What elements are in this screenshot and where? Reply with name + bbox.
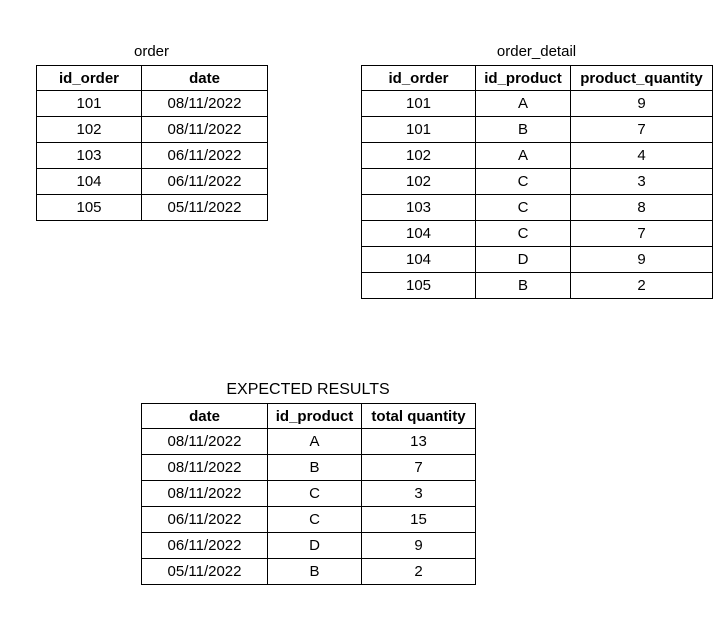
table-row: [362, 221, 713, 247]
table-cell: 7: [571, 221, 713, 247]
column-header: id_product: [268, 404, 362, 429]
column-header: id_product: [476, 66, 571, 91]
table-cell: 06/11/2022: [142, 507, 268, 533]
table-row: [142, 533, 476, 559]
table-row: [362, 273, 713, 299]
table-cell: C: [268, 481, 362, 507]
table-cell: 103: [37, 143, 142, 169]
table-row: [37, 91, 268, 117]
table-row: [142, 481, 476, 507]
table-cell: 101: [362, 91, 476, 117]
table-cell: 15: [362, 507, 476, 533]
table-cell: B: [476, 117, 571, 143]
table-row: [37, 195, 268, 221]
table-cell: B: [268, 559, 362, 585]
table-row: [362, 117, 713, 143]
table-row: [362, 169, 713, 195]
table-row: [37, 143, 268, 169]
table-cell: 102: [362, 143, 476, 169]
column-header: id_order: [362, 66, 476, 91]
order-table-caption: order: [133, 43, 170, 60]
table-cell: D: [268, 533, 362, 559]
column-header: product_quantity: [571, 66, 713, 91]
expected-results-header-row: [142, 404, 476, 429]
table-cell: 104: [362, 221, 476, 247]
table-cell: 9: [571, 91, 713, 117]
column-header: date: [142, 404, 268, 429]
table-cell: A: [476, 91, 571, 117]
table-cell: 4: [571, 143, 713, 169]
table-cell: 05/11/2022: [142, 559, 268, 585]
table-row: [142, 455, 476, 481]
table-row: [362, 247, 713, 273]
table-cell: 101: [37, 91, 142, 117]
table-cell: 08/11/2022: [142, 455, 268, 481]
order-detail-table-caption: order_detail: [496, 43, 577, 60]
table-cell: 06/11/2022: [142, 533, 268, 559]
table-cell: 08/11/2022: [142, 481, 268, 507]
table-cell: B: [476, 273, 571, 299]
order-detail-table: [361, 65, 713, 299]
table-cell: 08/11/2022: [142, 429, 268, 455]
table-cell: 104: [37, 169, 142, 195]
table-cell: 3: [362, 481, 476, 507]
table-cell: D: [476, 247, 571, 273]
column-header: date: [142, 66, 268, 91]
table-cell: 05/11/2022: [142, 195, 268, 221]
table-cell: 7: [362, 455, 476, 481]
table-cell: A: [476, 143, 571, 169]
table-row: [37, 169, 268, 195]
table-row: [362, 91, 713, 117]
table-cell: 06/11/2022: [142, 169, 268, 195]
table-cell: 105: [37, 195, 142, 221]
column-header: total quantity: [362, 404, 476, 429]
table-cell: 08/11/2022: [142, 91, 268, 117]
table-cell: 9: [362, 533, 476, 559]
table-cell: 103: [362, 195, 476, 221]
table-cell: 102: [37, 117, 142, 143]
table-cell: 101: [362, 117, 476, 143]
table-row: [37, 117, 268, 143]
table-row: [142, 429, 476, 455]
table-row: [362, 143, 713, 169]
table-cell: 13: [362, 429, 476, 455]
column-header: id_order: [37, 66, 142, 91]
table-cell: 06/11/2022: [142, 143, 268, 169]
table-cell: A: [268, 429, 362, 455]
table-row: [362, 195, 713, 221]
order-header-row: [37, 66, 268, 91]
table-cell: 102: [362, 169, 476, 195]
table-row: [142, 507, 476, 533]
expected-results-caption: EXPECTED RESULTS: [226, 381, 390, 398]
table-cell: C: [476, 169, 571, 195]
table-cell: 105: [362, 273, 476, 299]
table-row: [142, 559, 476, 585]
table-cell: 8: [571, 195, 713, 221]
expected-results-table: [141, 403, 476, 585]
table-cell: 2: [362, 559, 476, 585]
table-cell: 2: [571, 273, 713, 299]
table-cell: C: [268, 507, 362, 533]
table-cell: 3: [571, 169, 713, 195]
table-cell: 9: [571, 247, 713, 273]
table-cell: B: [268, 455, 362, 481]
table-cell: 7: [571, 117, 713, 143]
table-cell: 08/11/2022: [142, 117, 268, 143]
table-cell: 104: [362, 247, 476, 273]
table-cell: C: [476, 195, 571, 221]
order-table: [36, 65, 268, 221]
order-detail-header-row: [362, 66, 713, 91]
table-cell: C: [476, 221, 571, 247]
